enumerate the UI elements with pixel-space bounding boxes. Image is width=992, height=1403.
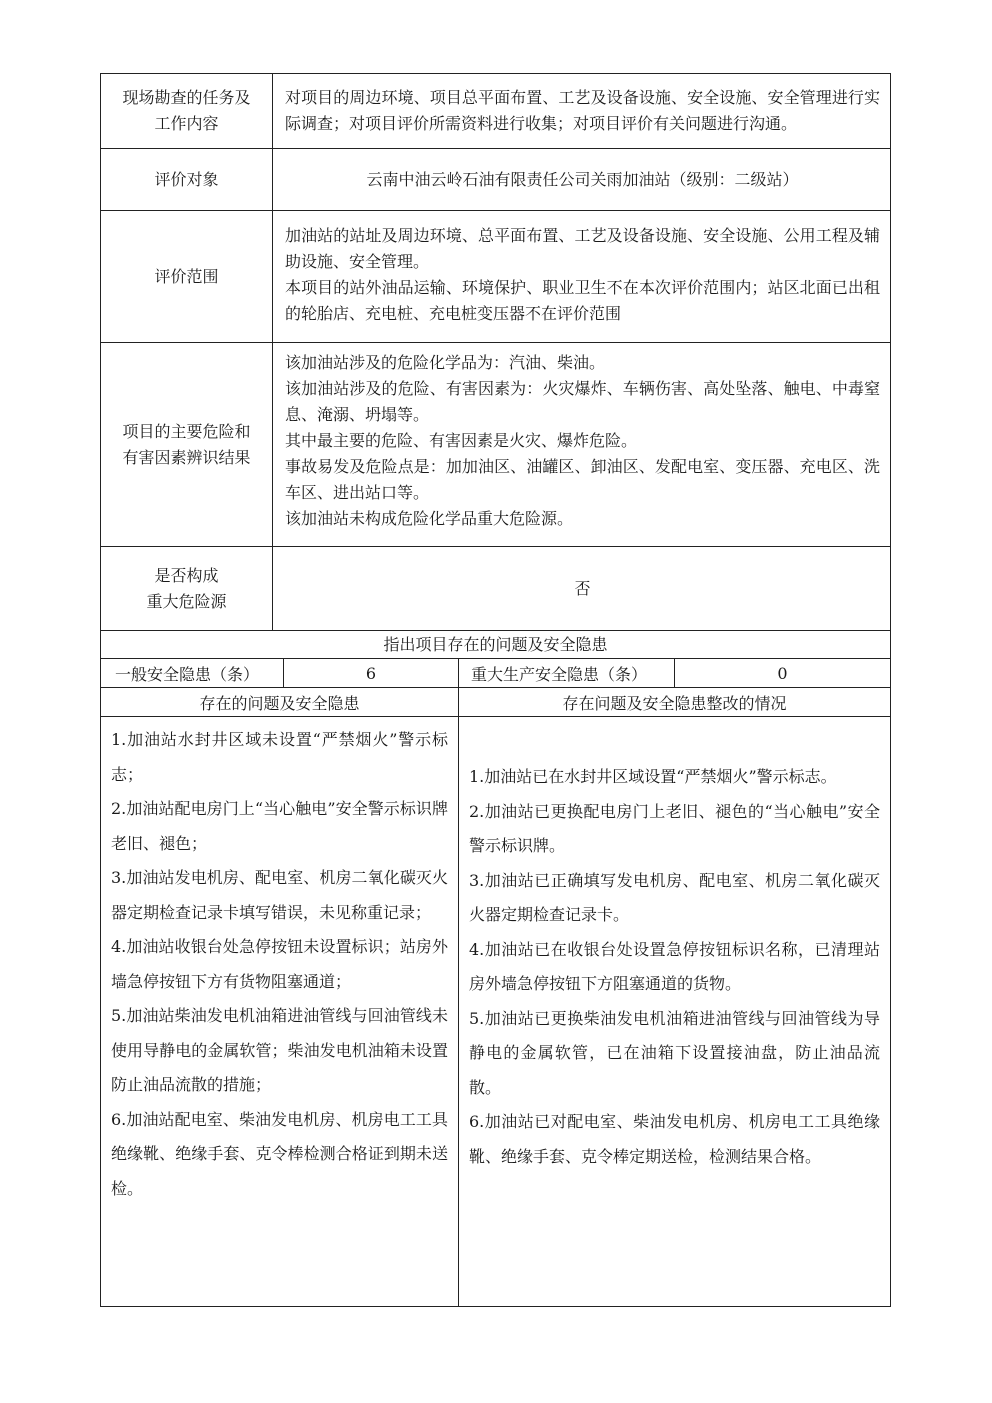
task-content — [273, 74, 890, 148]
rectification-item: 3.加油站已正确填写发电机房、配电室、机房二氧化碳灭火器定期检查记录卡。 — [469, 870, 880, 924]
rectification-item: 4.加油站已在收银台处设置急停按钮标识名称，已清理站房外墙急停按钮下方阻塞通道的货物。 — [469, 939, 880, 993]
scope-row — [101, 211, 890, 343]
issues-title: 指出项目存在的问题及安全隐患 — [101, 631, 890, 659]
rectification-item: 6.加油站已对配电室、柴油发电机房、机房电工工具绝缘靴、绝缘手套、克令棒定期送检，检测结果合格。 — [469, 1112, 880, 1166]
scope-label: 评价范围 — [101, 211, 273, 342]
assessment-table — [100, 73, 891, 1307]
hazards-paragraph: 其中最主要的危险、有害因素是火灾、爆炸危险。 — [285, 431, 638, 450]
task-row — [101, 74, 890, 149]
problem-item: 1.加油站水封井区域未设置“严禁烟火”警示标志； — [111, 730, 448, 784]
problems-list — [101, 717, 459, 1306]
rectification-list — [459, 717, 890, 1306]
hazards-content — [273, 343, 890, 546]
hazards-paragraph: 该加油站涉及的危险化学品为：汽油、柴油。 — [285, 353, 606, 372]
object-content: 云南中油云岭石油有限责任公司关雨加油站（级别：二级站） — [366, 169, 799, 189]
major-hazard-value: 否 — [574, 578, 591, 598]
general-hazard-count: 6 — [284, 659, 459, 687]
hazards-label: 项目的主要危险和 有害因素辨识结果 — [101, 343, 273, 546]
issues-body — [101, 717, 890, 1306]
task-text: 对项目的周边环境、项目总平面布置、工艺及设备设施、安全设施、安全管理进行实际调查；对项目评价所需资料进行收集；对项目评价有关问题进行沟通。 — [285, 88, 880, 133]
object-row — [101, 149, 890, 211]
major-hazard-count: 0 — [777, 663, 788, 683]
rectification-item: 2.加油站已更换配电房门上老旧、褪色的“当心触电”安全警示标识牌。 — [469, 801, 880, 855]
scope-paragraph: 加油站的站址及周边环境、总平面布置、工艺及设备设施、安全设施、公用工程及辅助设施、安全管理。 — [285, 226, 880, 271]
hazard-count-row — [101, 659, 890, 688]
major-hazard-row — [101, 547, 890, 631]
problem-item: 5.加油站柴油发电机油箱进油管线与回油管线未使用导静电的金属软管；柴油发电机油箱未设置防止油品流散的措施； — [111, 1006, 448, 1094]
hazards-paragraph: 事故易发及危险点是：加加油区、油罐区、卸油区、发配电室、变压器、充电区、洗车区、进出站口等。 — [285, 457, 880, 502]
major-hazard-label: 是否构成 重大危险源 — [101, 547, 273, 630]
scope-content — [273, 211, 890, 342]
general-hazard-label: 一般安全隐患（条） — [101, 659, 284, 687]
object-label: 评价对象 — [101, 149, 273, 210]
scope-paragraph: 本项目的站外油品运输、环境保护、职业卫生不在本次评价范围内；站区北面已出租的轮胎店、充电桩、充电桩变压器不在评价范围 — [285, 278, 880, 323]
problems-header: 存在的问题及安全隐患 — [101, 688, 459, 716]
problem-item: 3.加油站发电机房、配电室、机房二氧化碳灭火器定期检查记录卡填写错误，未见称重记录； — [111, 868, 448, 922]
hazards-paragraph: 该加油站未构成危险化学品重大危险源。 — [285, 509, 574, 528]
problem-item: 2.加油站配电房门上“当心触电”安全警示标识牌老旧、褪色； — [111, 799, 448, 853]
major-hazard-count-label: 重大生产安全隐患（条） — [459, 659, 675, 687]
hazards-paragraph: 该加油站涉及的危险、有害因素为：火灾爆炸、车辆伤害、高处坠落、触电、中毒窒息、淹溺、坍塌等。 — [285, 379, 880, 424]
rectification-item: 1.加油站已在水封井区域设置“严禁烟火”警示标志。 — [469, 767, 837, 786]
rectify-header: 存在问题及安全隐患整改的情况 — [562, 693, 787, 713]
task-label: 现场勘查的任务及 工作内容 — [101, 74, 273, 148]
rectification-item: 5.加油站已更换柴油发电机油箱进油管线与回油管线为导静电的金属软管，已在油箱下设置接油盘，防止油品流散。 — [469, 1008, 880, 1097]
hazards-row — [101, 343, 890, 547]
issues-header-row — [101, 688, 890, 717]
problem-item: 6.加油站配电室、柴油发电机房、机房电工工具绝缘靴、绝缘手套、克令棒检测合格证到期未送检。 — [111, 1109, 448, 1198]
problem-item: 4.加油站收银台处急停按钮未设置标识；站房外墙急停按钮下方有货物阻塞通道； — [111, 937, 448, 991]
